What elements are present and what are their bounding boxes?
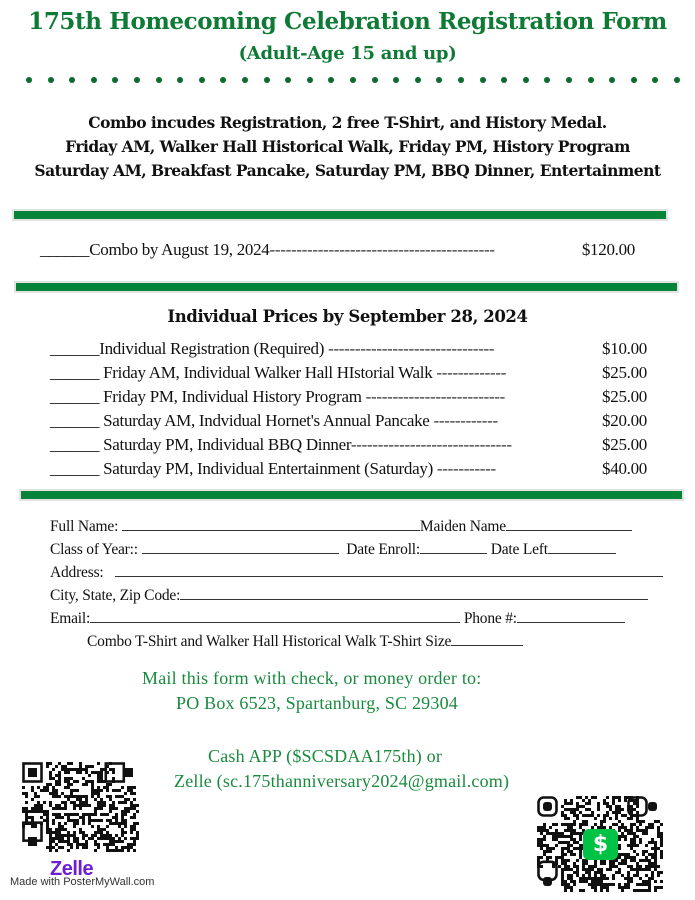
postermywall-credit: Made with PosterMyWall.com <box>10 876 155 888</box>
dotted-leader: -------------------------- <box>365 387 506 406</box>
dotted-leader: ------------- <box>436 363 507 382</box>
item-label: Individual Registration (Required) <box>99 339 329 358</box>
combo-price: $120.00 <box>581 240 635 259</box>
individual-prices-heading: Individual Prices by September 28, 2024 <box>167 307 528 326</box>
divider-dot <box>652 77 658 83</box>
divider-dot <box>436 77 442 83</box>
tshirt-size-row <box>87 633 523 651</box>
individual-price-row <box>50 339 647 359</box>
cash-app-dollar-icon: $ <box>592 832 609 857</box>
cash-app-handle: Cash APP ($SCSDAA175th) or <box>208 746 443 766</box>
combo-description-line-1: Combo incudes Registration, 2 free T-Shirt, and History Medal. <box>88 113 607 132</box>
divider-dot <box>112 77 118 83</box>
divider-dot <box>501 77 507 83</box>
divider-dot <box>609 77 615 83</box>
date-enroll-label: Date Enroll: <box>346 541 421 558</box>
divider-dot <box>523 77 529 83</box>
item-checkbox-blank[interactable]: ______ <box>50 363 100 382</box>
address-field[interactable] <box>115 564 663 577</box>
divider-dot <box>566 77 572 83</box>
divider-dot <box>674 77 680 83</box>
class-year-row <box>50 541 676 559</box>
item-label: Saturday PM, Individual Entertainment (Saturday) <box>99 459 437 478</box>
class-year-field[interactable] <box>142 541 339 554</box>
mail-instruction: Mail this form with check, or money order to: <box>142 668 482 688</box>
item-label: Friday PM, Individual History Program <box>99 387 366 406</box>
full-name-label: Full Name: <box>50 518 119 535</box>
phone-field[interactable] <box>517 610 625 623</box>
divider-dot <box>199 77 205 83</box>
divider-dot <box>393 77 399 83</box>
divider-dot <box>48 77 54 83</box>
cash-app-logo <box>583 829 618 860</box>
zelle-qr-code <box>22 762 140 854</box>
email-phone-row <box>50 610 676 628</box>
address-label: Address: <box>50 564 104 581</box>
individual-price-row <box>50 459 647 479</box>
combo-description-line-3: Saturday AM, Breakfast Pancake, Saturday PM, BBQ Dinner, Entertainment <box>34 161 661 180</box>
divider-dot <box>26 77 32 83</box>
divider-dot <box>415 77 421 83</box>
zelle-logo: Zelle <box>50 858 94 880</box>
item-price: $10.00 <box>602 339 647 358</box>
phone-label: Phone #: <box>463 610 517 627</box>
individual-price-row <box>50 387 647 407</box>
divider-dot <box>242 77 248 83</box>
maiden-name-label: Maiden Name <box>419 518 506 535</box>
date-enroll-field[interactable] <box>420 541 487 554</box>
zelle-email: Zelle (sc.175thanniversary2024@gmail.com) <box>174 771 510 791</box>
divider-dot <box>458 77 464 83</box>
tshirt-size-field[interactable] <box>451 633 523 646</box>
item-label: Friday AM, Individual Walker Hall HIstorial Walk <box>99 363 437 382</box>
divider-dot <box>91 77 97 83</box>
form-title: 175th Homecoming Celebration Registration Form <box>28 8 667 35</box>
individual-price-row <box>50 411 647 431</box>
divider-dot <box>156 77 162 83</box>
divider-dot <box>134 77 140 83</box>
divider-dot <box>307 77 313 83</box>
green-divider-2 <box>16 283 677 291</box>
full-name-field[interactable] <box>122 518 420 531</box>
individual-price-row <box>50 435 647 455</box>
tshirt-size-label: Combo T-Shirt and Walker Hall Historical Walk T-Shirt Size <box>87 633 452 650</box>
divider-dot <box>544 77 550 83</box>
divider-dot <box>285 77 291 83</box>
dotted-leader: ------------------------------- <box>328 339 495 358</box>
email-field[interactable] <box>90 610 460 623</box>
date-left-field[interactable] <box>548 541 616 554</box>
dotted-leader: ----------- <box>436 459 496 478</box>
dotted-leader: ------------ <box>433 411 498 430</box>
divider-dot <box>328 77 334 83</box>
green-divider-3 <box>21 491 682 499</box>
divider-dot <box>350 77 356 83</box>
combo-description-line-2: Friday AM, Walker Hall Historical Walk, Friday PM, History Program <box>65 137 630 156</box>
full-name-row <box>50 518 676 536</box>
divider-dot <box>631 77 637 83</box>
item-checkbox-blank[interactable]: ______ <box>50 387 100 406</box>
city-state-zip-field[interactable] <box>180 587 648 600</box>
divider-dot <box>480 77 486 83</box>
email-label: Email: <box>50 610 91 627</box>
item-price: $25.00 <box>602 363 647 382</box>
dotted-leader: ------------------------------------------ <box>269 240 495 259</box>
divider-dot <box>69 77 75 83</box>
dotted-divider <box>0 74 695 86</box>
item-price: $20.00 <box>602 411 647 430</box>
divider-dot <box>220 77 226 83</box>
divider-dot <box>372 77 378 83</box>
green-divider-1 <box>14 211 666 219</box>
divider-dot <box>264 77 270 83</box>
dotted-leader: ------------------------------ <box>350 435 512 454</box>
date-left-label: Date Left <box>490 541 548 558</box>
combo-option-row <box>40 240 635 260</box>
item-label: Saturday PM, Individual BBQ Dinner <box>99 435 351 454</box>
mail-address: PO Box 6523, Spartanburg, SC 29304 <box>176 693 458 713</box>
combo-label: Combo by August 19, 2024 <box>89 240 270 259</box>
combo-checkbox-blank[interactable]: ______ <box>40 240 90 259</box>
form-subtitle: (Adult-Age 15 and up) <box>238 43 457 64</box>
item-price: $25.00 <box>602 435 647 454</box>
item-label: Saturday AM, Indvidual Hornet's Annual Pancake <box>99 411 434 430</box>
item-checkbox-blank[interactable]: ______ <box>50 411 100 430</box>
class-year-label: Class of Year:: <box>50 541 138 558</box>
maiden-name-field[interactable] <box>506 518 632 531</box>
item-checkbox-blank[interactable]: ______ <box>50 435 100 454</box>
item-checkbox-blank[interactable]: ______ <box>50 459 100 478</box>
city-state-zip-row <box>50 587 676 605</box>
item-price: $40.00 <box>602 459 647 478</box>
address-row <box>50 564 676 582</box>
individual-price-row <box>50 363 647 383</box>
divider-dot <box>588 77 594 83</box>
item-price: $25.00 <box>602 387 647 406</box>
divider-dot <box>177 77 183 83</box>
city-state-zip-label: City, State, Zip Code: <box>50 587 181 604</box>
item-checkbox-blank[interactable]: ______ <box>50 339 100 358</box>
